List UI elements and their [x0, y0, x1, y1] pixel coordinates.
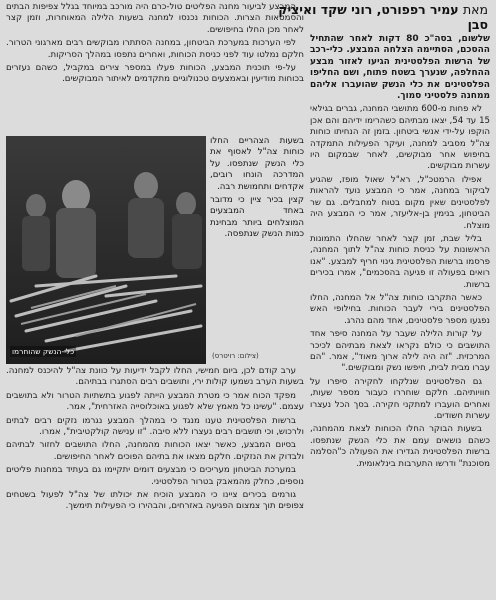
paragraph: בליל שבת, זמן קצר לאחר שהחלו התמונות הראשונות על כניסת כוחות צה"ל לתוך המחנה, פרסמו ברשות הפלסטינית גינוי חריף למבצע. "אנו רואים בפעולה זו פגיעה בהסכמים", אמרו בכירים ברשות.	[310, 233, 490, 290]
paragraph: לא פחות מ-600 מתושבי המחנה, גברים בגילאי 15 עד 54, יצאו מבתיהם כשהרימו ידיהם והם אכן הוקפו על-ידי אנשי ביטחון. בזמן זה הנחיתו כוחות צה"ל מסביב למחנה, ועיקר הפעילות התמקדה בחיפוש אחר מבוקשים, לאחר שבמקום היו עשרות מבוקשים.	[310, 104, 490, 172]
paragraph: במערכת הביטחון מעריכים כי מבצעים דומים יתקיימו גם בעתיד במחנות פליטים נוספים, כחלק מהמאבק בטרור הפלסטיני.	[6, 465, 304, 487]
photo-caption: כלי-הנשק שהוחרמו	[12, 347, 75, 356]
article-column-left-bottom	[6, 366, 304, 596]
paragraph: בשעות הצהריים החלו כוחות צה"ל לאסוף את כלי הנשק שנתפסו. על המדרכה הונחו רובים, אקדחים ותחמושת רבה.	[210, 136, 304, 192]
photo-side-text	[210, 136, 304, 364]
news-photo	[6, 136, 206, 364]
photo-image	[6, 136, 206, 364]
paragraph: כאשר התקרבו כוחות צה"ל אל המחנה, החלו הפלסטינים בירי לעבר הכוחות. בחילופי האש נפגעו מספר פלסטינים, אחד מהם נהרג.	[310, 292, 490, 326]
paragraph: מפקד הכוח אמר כי מטרת המבצע הייתה לפגוע בתשתיות הטרור ולא בתושבים עצמם. "עשינו כל מאמץ שלא לפגוע באוכלוסייה האזרחית", אמר.	[6, 390, 304, 413]
paragraph: ערב קודם לכן, ביום חמישי, החלו לקבל ידיעות על כוונת צה"ל להיכנס למחנה. בשעות הערב נשמעו קולות ירי, ותושבים רבים הסתגרו בבתיהם.	[6, 366, 304, 388]
paragraph: ברשות הפלסטינית טענו מנגד כי במהלך המבצע נגרמו נזקים רבים לבתים ולרכוש, וכי תושבים רבים נעצרו ללא סיבה. "זו ענישה קולקטיבית", אמרו.	[6, 415, 304, 438]
soldier-body	[56, 208, 96, 278]
paragraph: על קורות הלילה שעבר על המחנה סיפר אחד התושבים כי כולם נקראו לצאת מבתיהם לכיכר המרכזית. "זה היה לילה ארוך מאוד", אמר. "הם עברו מבית לבית, חיפשו נשק ומבוקשים."	[310, 329, 490, 374]
photo-credit: (צילום: רויטרס)	[212, 352, 259, 360]
byline-authors: עמיר רפפורט, רוני שקד ואיציק סבן	[278, 2, 488, 32]
paragraph: המבצע לביעור מחנה הפליטים טול-כרם היה מורכב במיוחד בגלל צפיפות הבתים והסמטאות הצרות. הכוחות נכנסו למחנה בשעות הלילה המאוחרות, וזמן קצר לאחר מכן החלו בחיפושים.	[6, 2, 304, 35]
paragraph: לפי הערכות במערכת הביטחון, במחנה הסתתרו מבוקשים רבים מארגוני הטרור. חלקם נמלטו עוד לפני כניסת הכוחות, ואחרים נתפסו במהלך הסריקות.	[6, 38, 304, 60]
soldier-head	[62, 180, 90, 212]
paragraph: גורמים בכירים ציינו כי המבצע הוכיח את יכולתו של צה"ל לפעול בשטחים צפופים תוך צמצום הפגיעה באזרחים, והבהירו כי הפעילות תימשך.	[6, 490, 304, 512]
article-column-left-top	[6, 2, 304, 134]
paragraph: בסיום המבצע, כאשר יצאו הכוחות מהמחנה, החלו התושבים לחזור לבתיהם ולבדוק את הנזקים. חלקם מצאו את בתיהם הפוכים לאחר החיפושים.	[6, 440, 304, 462]
photo-block	[6, 136, 304, 364]
paragraph: קצין בכיר ציין כי מדובר באחד המבצעים המוצלחים ביותר מבחינת כמות הנשק שנתפסה.	[210, 195, 304, 240]
paragraph: בשעות הבוקר החלו הכוחות לצאת מהמחנה, כשהם נושאים עמם את כלי הנשק שנתפסו. ברשות הפלסטינית הגדירו את הפעולה כ"הסלמה מסוכנת" ודרשו התערבות בינלאומית.	[310, 424, 490, 469]
paragraph: אפילו הרמטכ"ל, רא"ל שאול מופז, שהגיע לביקור במחנה, אמר כי המבצע נועד להראות לפלסטינים שאין מקום בטוח למחבלים. גם שר הביטחון, בנימין בן-אליעזר, אמר כי המבצע היה מוצלח.	[310, 174, 490, 231]
paragraph: על-פי תוכנית המבצע, הכוחות פעלו במספר צירים במקביל, כשהם נעזרים בכוחות מודיעין ובאמצעים טכנולוגיים מתקדמים לאיתור המבוקשים.	[6, 63, 304, 85]
article-column-right	[310, 34, 490, 594]
byline-prefix: מאת	[462, 2, 488, 17]
article-lead: שלשום, בסה"כ 80 דקות לאחר שהתחיל ההסכם, הסתיימה הצלחה המבצע. כלי-רכב של הרשות הפלסטינית הגיעו לאזור מבצע ההחלפה, שנערך בשטח פתוח, ושם החליפו הפלסטינים את כלי הנשק שהועברו אליהם ממחנה פלסטיני סמוך.	[310, 34, 490, 102]
paragraph: גם הפלסטינים שנלקחו לחקירה סיפרו על חוויותיהם. חלקם שוחררו כעבור מספר שעות, ואחרים הועברו למתקני חקירה. בסך הכל נעצרו עשרות חשודים.	[310, 376, 490, 421]
